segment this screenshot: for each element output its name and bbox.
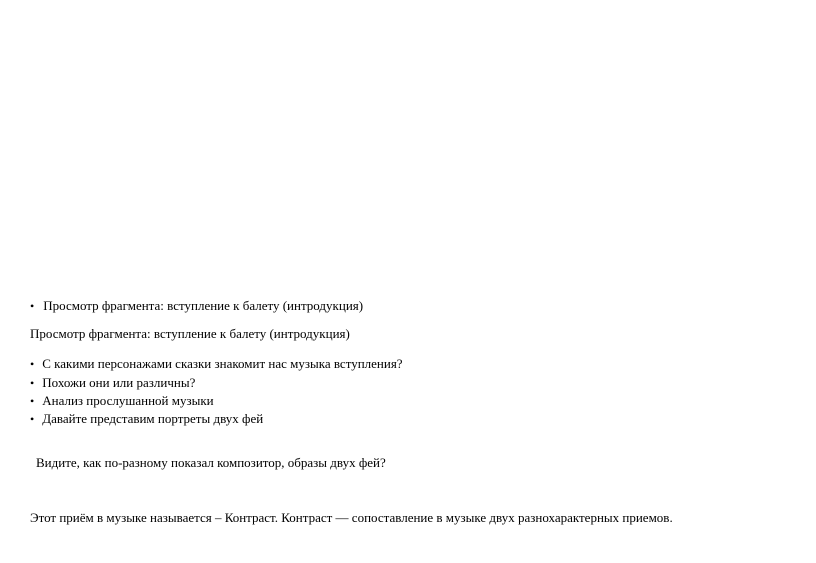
bullet-icon: • [30,299,35,313]
contrast-definition-text: Этот приём в музыке называется – Контраст. Контраст — сопоставление в музыке двух разнохарактерных приемов. [30,510,673,525]
contrast-definition [30,510,673,526]
composer-question-text: Видите, как по-разному показал композитор, образы двух фей? [36,455,386,470]
question-item [30,411,263,427]
bullet-icon: • [30,357,35,371]
bullet-icon: • [30,412,35,426]
question-item [30,356,403,372]
composer-question [36,455,386,471]
intro-bullet-line [30,298,363,314]
question-text: Анализ прослушанной музыки [42,393,214,408]
question-item [30,393,214,409]
bullet-icon: • [30,376,35,390]
question-text: Давайте представим портреты двух фей [42,411,264,426]
question-text: Похожи они или различны? [42,375,196,390]
bullet-icon: • [30,394,35,408]
question-text: С какими персонажами сказки знакомит нас музыка вступления? [42,356,403,371]
intro-plain-line [30,326,350,342]
intro-plain-text: Просмотр фрагмента: вступление к балету (интродукция) [30,326,350,341]
intro-bullet-text: Просмотр фрагмента: вступление к балету (интродукция) [43,298,364,313]
question-item [30,375,195,391]
